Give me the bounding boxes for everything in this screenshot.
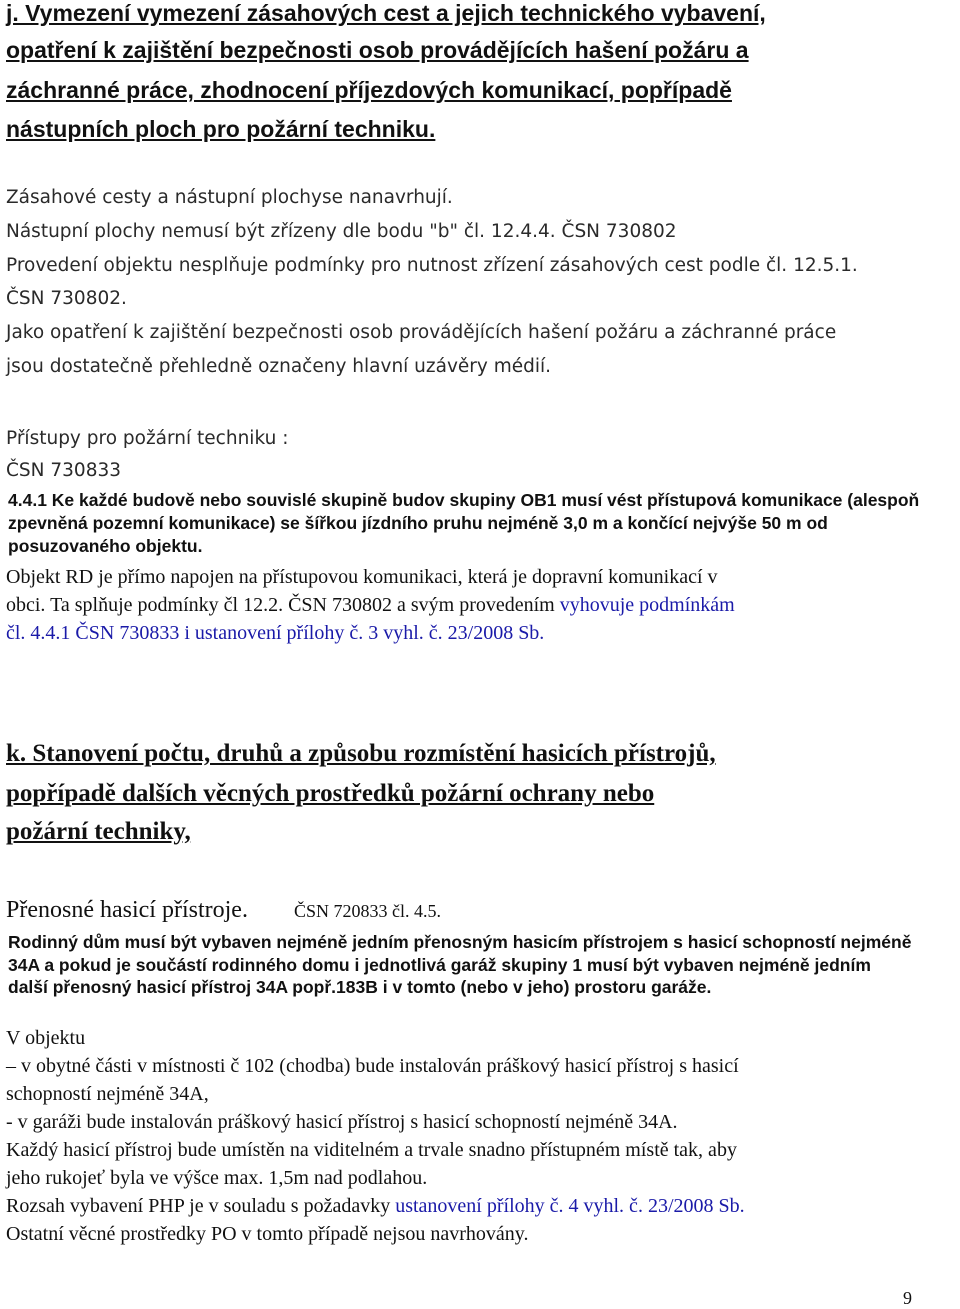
k-scope-text: Rozsah vybavení PHP je v souladu s požadavky bbox=[6, 1195, 396, 1217]
paragraph-execution-norm: ČSN 730802. bbox=[6, 288, 127, 309]
extinguisher-heading-row bbox=[6, 897, 441, 924]
extinguisher-heading: Přenosné hasicí přístroje. bbox=[6, 897, 248, 923]
access-norm: ČSN 730833 bbox=[6, 460, 122, 481]
extinguisher-norm: ČSN 720833 čl. 4.5. bbox=[293, 901, 441, 921]
section-j-title-line-3: záchranné práce, zhodnocení příjezdových komunikací, popřípadě bbox=[6, 77, 732, 103]
section-k-title-line-3: požární techniky, bbox=[6, 818, 191, 845]
section-k-title-line-1: k. Stanovení počtu, druhů a způsobu rozmístění hasicích přístrojů, bbox=[6, 740, 716, 767]
conclusion-line-3: čl. 4.4.1 ČSN 730833 i ustanovení přílohy č. 3 vyhl. č. 23/2008 Sb. bbox=[6, 622, 545, 644]
paragraph-execution: Provedení objektu nesplňuje podmínky pro nutnost zřízení zásahových cest podle čl. 12.5.1. bbox=[6, 255, 858, 276]
section-j-title-line-4: nástupních ploch pro požární techniku. bbox=[6, 116, 436, 142]
conclusion-line-1: Objekt RD je přímo napojen na přístupovou komunikaci, která je dopravní komunikací v bbox=[6, 566, 718, 588]
conclusion-line-2 bbox=[6, 594, 735, 617]
k-body-line-3: schopností nejméně 34A, bbox=[6, 1083, 209, 1105]
section-j-title-line-2: opatření k zajištění bezpečnosti osob provádějících hašení požáru a bbox=[6, 37, 749, 63]
k-body-line-5: Každý hasicí přístroj bude umístěn na viditelném a trvale snadno přístupném místě tak, aby bbox=[6, 1139, 737, 1161]
section-k-title-line-2: popřípadě dalších věcných prostředků požární ochrany nebo bbox=[6, 780, 655, 807]
page-number: 9 bbox=[903, 1288, 912, 1308]
k-quote-line-3: další přenosný hasicí přístroj 34A popř.183B i v tomto (nebo v jeho) prostoru garáže. bbox=[8, 977, 712, 997]
k-body-line-6: jeho rukojeť byla ve výšce max. 1,5m nad podlahou. bbox=[6, 1167, 428, 1189]
k-quote-line-2: 34A a pokud je součástí rodinného domu i jednotlivá garáž skupiny 1 musí být vybaven nejméně jedním bbox=[8, 955, 871, 975]
paragraph-platforms: Nástupní plochy nemusí být zřízeny dle bodu "b" čl. 12.4.4. ČSN 730802 bbox=[6, 221, 677, 242]
k-scope-highlight: ustanovení přílohy č. 4 vyhl. č. 23/2008 Sb. bbox=[395, 1195, 745, 1217]
k-last-line: Ostatní věcné prostředky PO v tomto případě nejsou navrhovány. bbox=[6, 1223, 529, 1245]
k-quote-line-1: Rodinný dům musí být vybaven nejméně jedním přenosným hasicím přístrojem s hasicí schopností nejméně bbox=[8, 932, 912, 952]
norm-quote-line-2: zpevněná pozemní komunikace) se šířkou jízdního pruhu nejméně 3,0 m a končící nejvýše 50 m od bbox=[8, 513, 828, 533]
norm-quote-line-1: 4.4.1 Ke každé budově nebo souvislé skupině budov skupiny OB1 musí vést přístupová komunikace (alespoň bbox=[8, 490, 920, 510]
paragraph-safety-1: Jako opatření k zajištění bezpečnosti osob provádějících hašení požáru a záchranné práce bbox=[6, 322, 837, 343]
paragraph-safety-2: jsou dostatečně přehledně označeny hlavní uzávěry médií. bbox=[6, 356, 552, 377]
norm-quote-line-3: posuzovaného objektu. bbox=[8, 536, 203, 556]
k-scope-line bbox=[6, 1195, 745, 1218]
k-body-line-4: - v garáži bude instalován práškový hasicí přístroj s hasicí schopností nejméně 34A. bbox=[6, 1111, 678, 1133]
k-body-line-2: – v obytné části v místnosti č 102 (chodba) bude instalován práškový hasicí přístroj s hasicí bbox=[6, 1055, 739, 1077]
conclusion-line-2-highlight: vyhovuje podmínkám bbox=[559, 594, 735, 616]
conclusion-line-2-text: obci. Ta splňuje podmínky čl 12.2. ČSN 730802 a svým provedením bbox=[6, 594, 560, 616]
k-body-line-1: V objektu bbox=[6, 1027, 86, 1049]
access-heading: Přístupy pro požární techniku : bbox=[6, 428, 289, 449]
paragraph-access-routes: Zásahové cesty a nástupní plochyse nanavrhují. bbox=[6, 187, 453, 208]
section-j-title-line-1: j. Vymezení vymezení zásahových cest a jejich technického vybavení, bbox=[6, 0, 766, 26]
